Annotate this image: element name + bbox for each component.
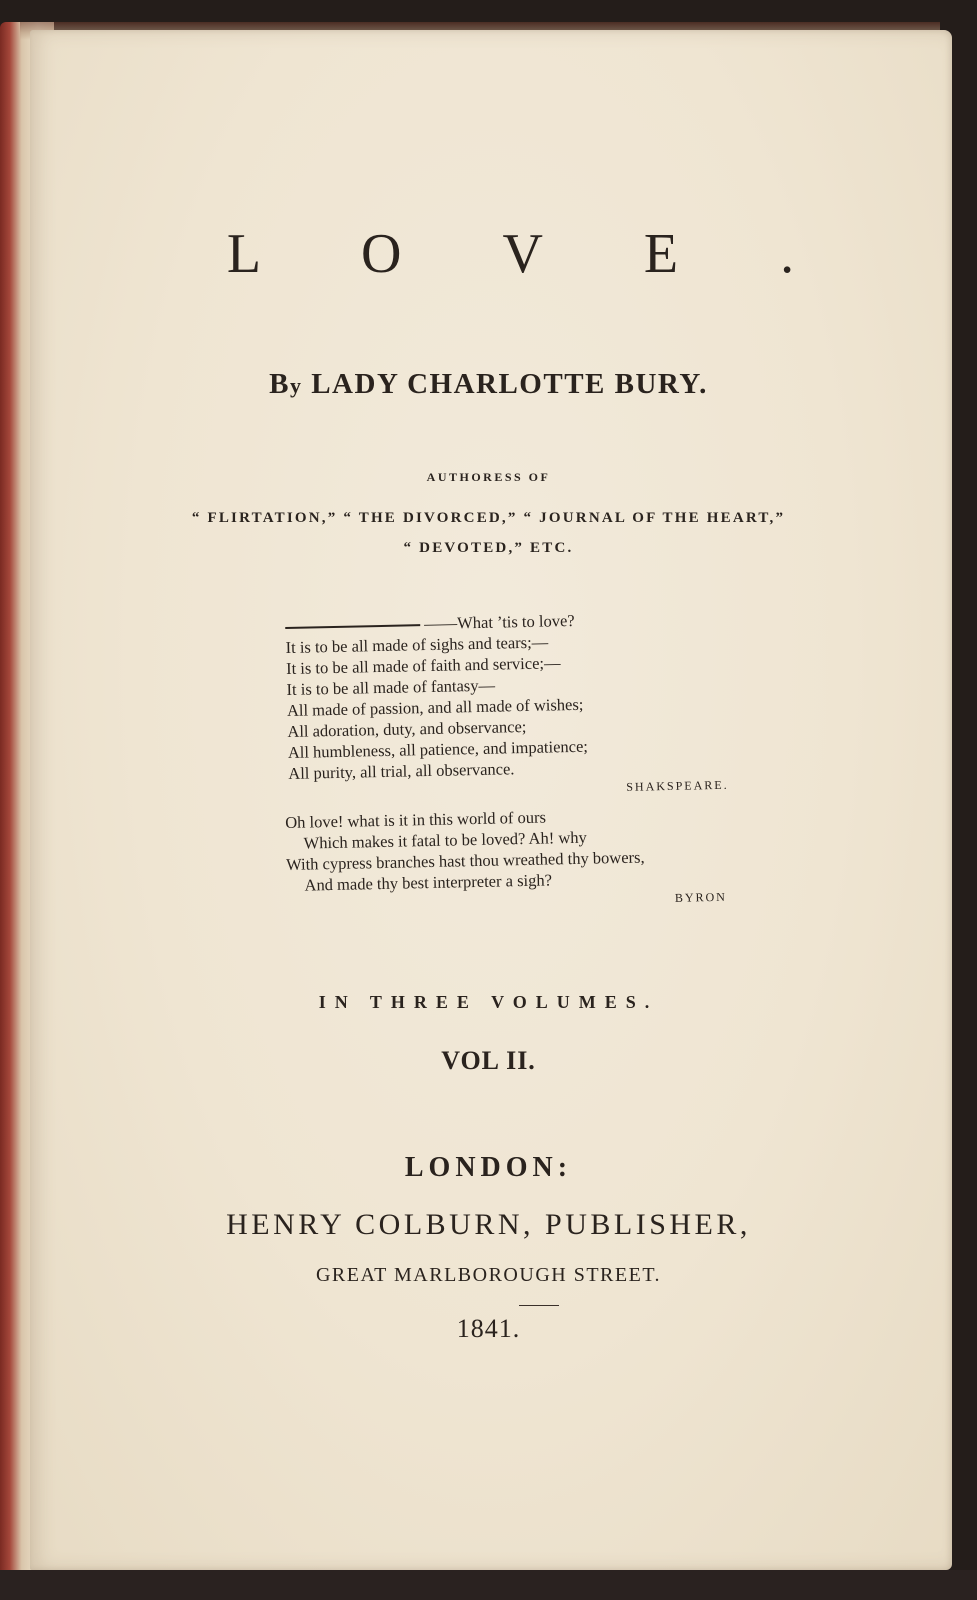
imprint-rule xyxy=(519,1305,559,1306)
verse-line: All purity, all trial, all observance. xyxy=(288,759,515,783)
attribution-shakspeare: SHAKSPEARE. xyxy=(626,777,729,794)
verse-line: It is to be all made of faith and service;— xyxy=(285,653,561,678)
verse-line: All humbleness, all patience, and impatience; xyxy=(287,736,589,762)
book-title: L O V E . xyxy=(226,223,839,285)
volumes-note: IN THREE VOLUMES. xyxy=(318,992,659,1012)
verse-line: It is to be all made of sighs and tears;— xyxy=(285,632,549,657)
verse-line: All made of passion, and all made of wishes; xyxy=(286,694,584,720)
verse-line: Oh love! what is it in this world of ours xyxy=(285,807,547,832)
byline-prefix-initial: B xyxy=(269,368,290,400)
verse-line: With cypress branches hast thou wreathed thy bowers, xyxy=(285,847,645,874)
author-name: LADY CHARLOTTE BURY. xyxy=(311,368,708,400)
attribution-byron: BYRON xyxy=(674,889,728,905)
imprint-publisher: HENRY COLBURN, PUBLISHER, xyxy=(226,1208,751,1241)
verse-line: And made thy best interpreter a sigh? xyxy=(304,870,553,895)
works-line-1: “ FLIRTATION,” “ THE DIVORCED,” “ JOURNAL OF THE HEART,” xyxy=(191,510,786,526)
epigraph-shakespeare xyxy=(285,606,769,805)
verse-line: It is to be all made of fantasy— xyxy=(286,675,496,699)
volume-number: VOL II. xyxy=(441,1046,536,1075)
imprint-city: LONDON: xyxy=(404,1152,573,1183)
works-line-2: “ DEVOTED,” ETC. xyxy=(403,540,574,556)
imprint-street: GREAT MARLBOROUGH STREET. xyxy=(315,1264,662,1286)
verse-line: Which makes it fatal to be loved? Ah! why xyxy=(303,827,587,853)
author-byline xyxy=(0,368,977,401)
byline-prefix-rest: y xyxy=(289,373,303,398)
imprint-year: 1841. xyxy=(456,1314,521,1343)
authoress-of: AUTHORESS OF xyxy=(426,470,551,484)
verse-lead-rule xyxy=(285,624,420,629)
verse-line: All adoration, duty, and observance; xyxy=(287,716,527,741)
bottom-edge xyxy=(0,1570,977,1600)
verse-line: ——What ’tis to love? xyxy=(285,606,765,637)
epigraph-byron xyxy=(285,802,767,917)
